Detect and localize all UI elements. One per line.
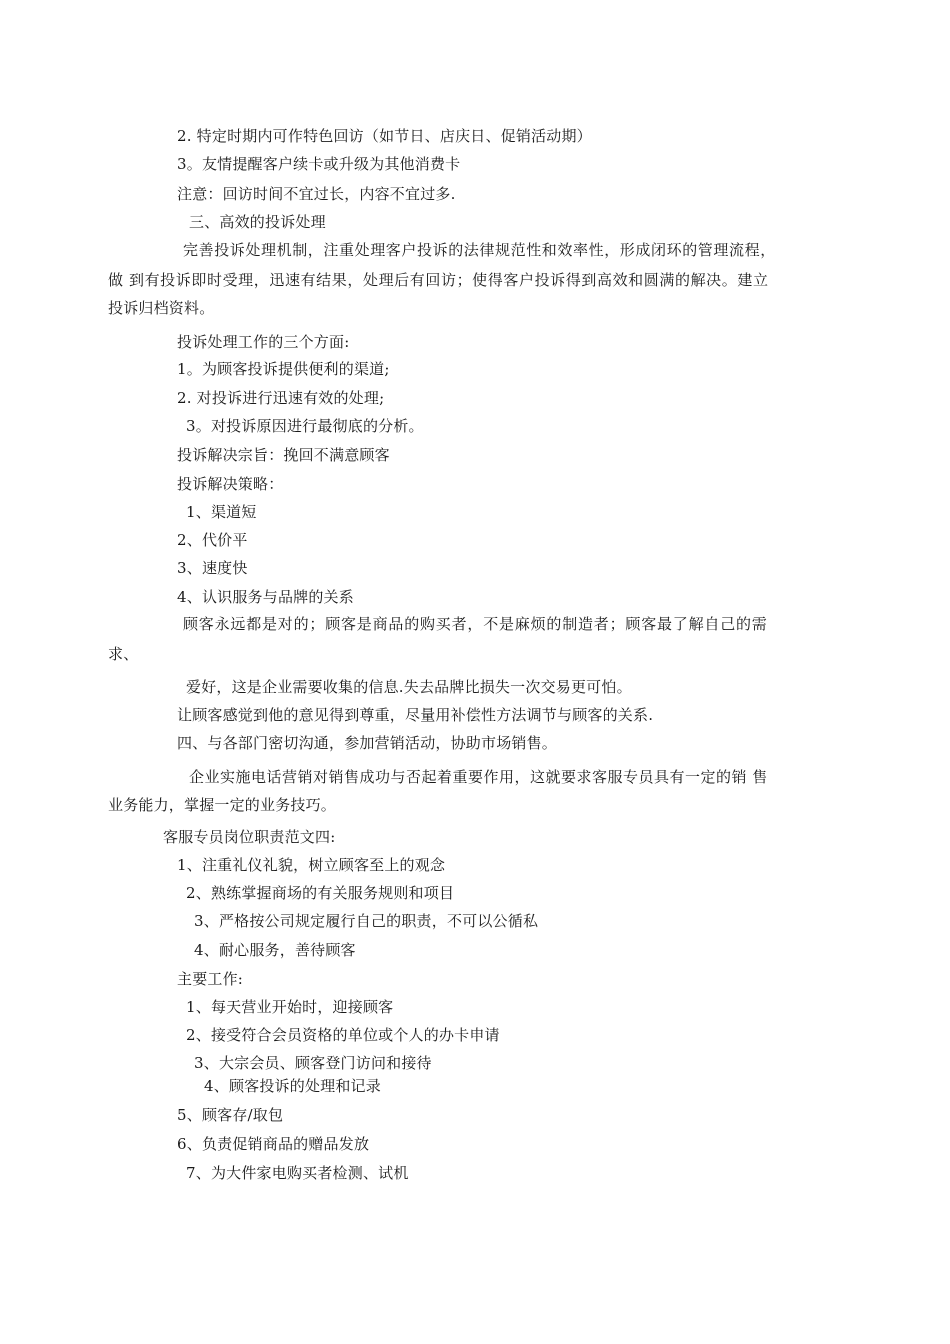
text-line: 求、 [108, 645, 139, 663]
text-line: 3。对投诉原因进行最彻底的分析。 [186, 417, 424, 435]
list-item: 1、每天营业开始时，迎接顾客 [186, 998, 394, 1016]
text-line: 企业实施电话营销对销售成功与否起着重要作用，这就要求客服专员具有一定的销 售 [189, 768, 768, 786]
text-line: 完善投诉处理机制，注重处理客户投诉的法律规范性和效率性，形成闭环的管理流程， [183, 241, 776, 259]
list-item: 3、大宗会员、顾客登门访问和接待 [194, 1054, 432, 1072]
text-line: 注意：回访时间不宜过长，内容不宜过多. [177, 185, 456, 203]
list-item: 7、为大件家电购买者检测、试机 [186, 1164, 409, 1182]
text-line: 投诉处理工作的三个方面: [177, 333, 350, 351]
list-item: 3、速度快 [177, 559, 248, 577]
section-heading: 三、高效的投诉处理 [189, 213, 326, 231]
list-item: 5、顾客存/取包 [177, 1106, 284, 1124]
text-line: 做 到有投诉即时受理，迅速有结果，处理后有回访；使得客户投诉得到高效和圆满的解决。建立 [108, 271, 769, 289]
text-line: 顾客永远都是对的；顾客是商品的购买者，不是麻烦的制造者；顾客最了解自己的需 [183, 615, 768, 633]
list-item: 4、耐心服务，善待顾客 [194, 941, 356, 959]
text-line: 爱好，这是企业需要收集的信息.失去品牌比损失一次交易更可怕。 [186, 678, 632, 696]
text-line: 主要工作: [177, 970, 244, 988]
list-item: 1、渠道短 [186, 503, 257, 521]
list-item: 6、负责促销商品的赠品发放 [177, 1135, 370, 1153]
text-line: 3。友情提醒客户续卡或升级为其他消费卡 [177, 155, 461, 173]
list-item: 3、严格按公司规定履行自己的职责，不可以公循私 [194, 912, 539, 930]
section-heading: 客服专员岗位职责范文四: [163, 828, 336, 846]
list-item: 4、认识服务与品牌的关系 [177, 588, 354, 606]
text-line: 让顾客感觉到他的意见得到尊重，尽量用补偿性方法调节与顾客的关系. [177, 706, 654, 724]
list-item: 2、代价平 [177, 531, 248, 549]
list-item: 1、注重礼仪礼貌，树立顾客至上的观念 [177, 856, 446, 874]
text-line: 投诉解决策略： [177, 475, 284, 493]
list-item: 2、熟练掌握商场的有关服务规则和项目 [186, 884, 455, 902]
section-heading: 四、与各部门密切沟通，参加营销活动，协助市场销售。 [177, 734, 558, 752]
text-line: 投诉归档资料。 [108, 299, 215, 317]
text-line: 2. 对投诉进行迅速有效的处理; [177, 389, 385, 407]
text-line: 业务能力，掌握一定的业务技巧。 [108, 796, 337, 814]
text-line: 投诉解决宗旨：挽回不满意顾客 [177, 446, 390, 464]
text-line: 1。为顾客投诉提供便利的渠道; [177, 360, 390, 378]
list-item: 2、接受符合会员资格的单位或个人的办卡申请 [186, 1026, 500, 1044]
text-line: 2. 特定时期内可作特色回访（如节日、店庆日、促销活动期） [177, 127, 592, 145]
list-item: 4、顾客投诉的处理和记录 [204, 1077, 381, 1095]
